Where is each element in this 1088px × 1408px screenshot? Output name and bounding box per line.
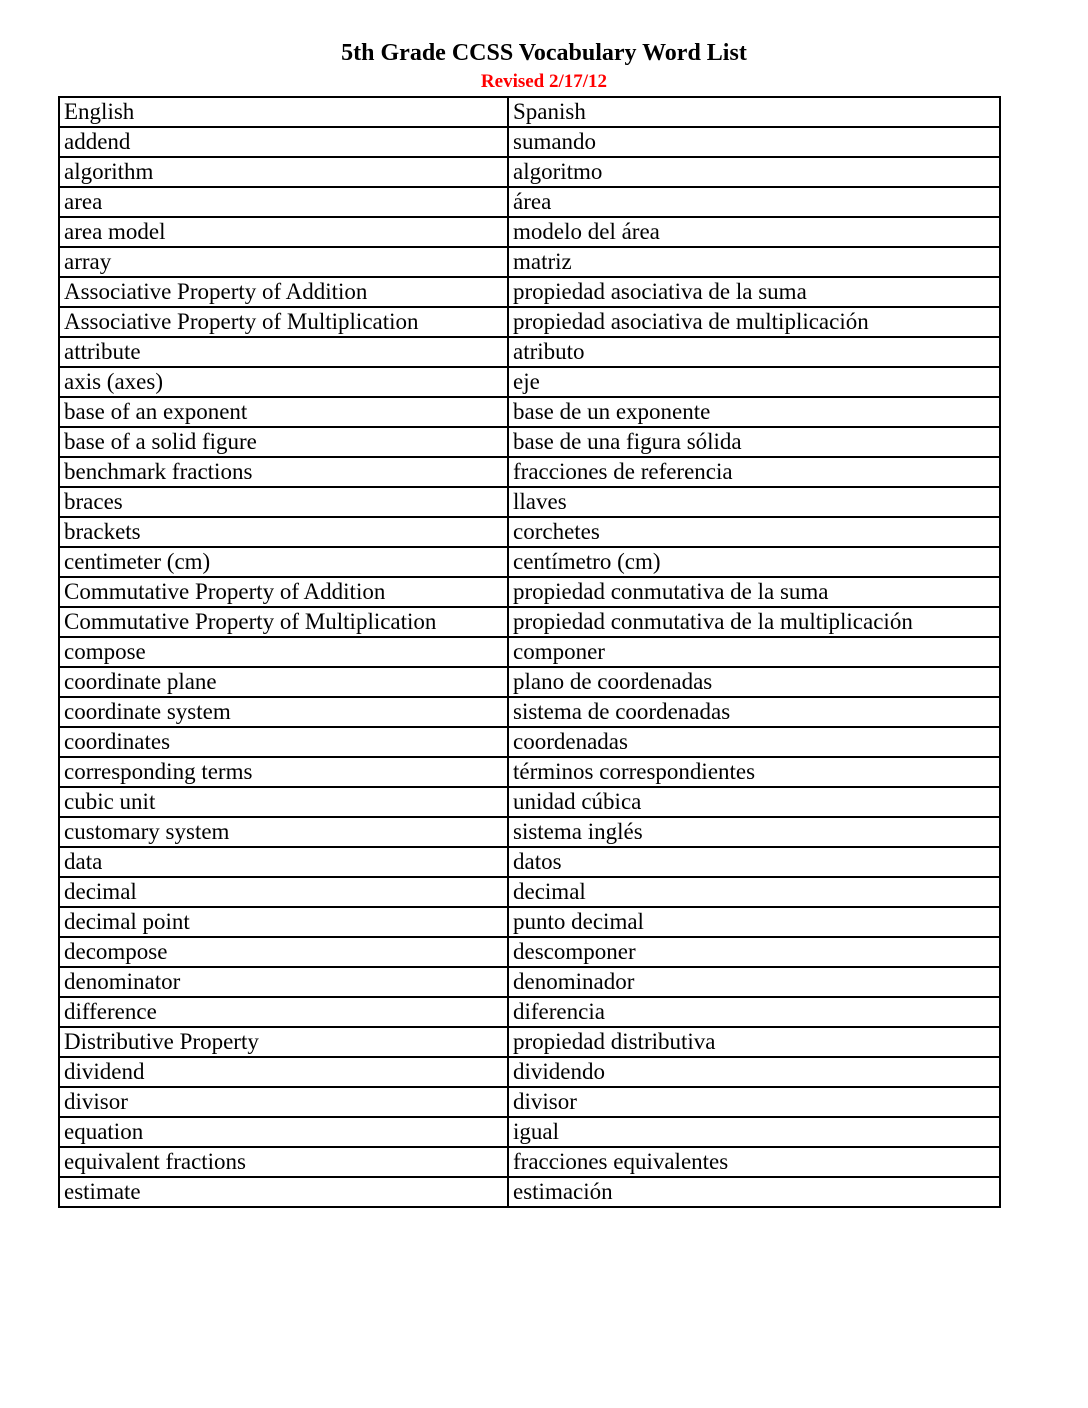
table-row bbox=[59, 1057, 1000, 1087]
table-row bbox=[59, 277, 1000, 307]
english-term-cell: benchmark fractions bbox=[59, 457, 508, 487]
english-term-cell: decompose bbox=[59, 937, 508, 967]
document-title: 5th Grade CCSS Vocabulary Word List bbox=[341, 40, 747, 66]
spanish-term-cell: propiedad conmutativa de la multiplicación bbox=[508, 607, 1000, 637]
spanish-term-cell: dividendo bbox=[508, 1057, 1000, 1087]
vocabulary-table bbox=[58, 96, 1001, 1208]
english-term-cell: cubic unit bbox=[59, 787, 508, 817]
table-row bbox=[59, 727, 1000, 757]
table-row bbox=[59, 307, 1000, 337]
table-row bbox=[59, 397, 1000, 427]
table-row bbox=[59, 367, 1000, 397]
column-header-spanish: Spanish bbox=[508, 97, 1000, 127]
spanish-term-cell: igual bbox=[508, 1117, 1000, 1147]
table-row bbox=[59, 1147, 1000, 1177]
table-row bbox=[59, 427, 1000, 457]
table-row bbox=[59, 667, 1000, 697]
spanish-term-cell: descomponer bbox=[508, 937, 1000, 967]
spanish-term-cell: eje bbox=[508, 367, 1000, 397]
column-header-english: English bbox=[59, 97, 508, 127]
spanish-term-cell: propiedad conmutativa de la suma bbox=[508, 577, 1000, 607]
spanish-term-cell: fracciones equivalentes bbox=[508, 1147, 1000, 1177]
table-row bbox=[59, 817, 1000, 847]
english-term-cell: coordinate plane bbox=[59, 667, 508, 697]
table-row bbox=[59, 1177, 1000, 1207]
spanish-term-cell: divisor bbox=[508, 1087, 1000, 1117]
spanish-term-cell: centímetro (cm) bbox=[508, 547, 1000, 577]
english-term-cell: Commutative Property of Multiplication bbox=[59, 607, 508, 637]
revision-date: Revised 2/17/12 bbox=[480, 71, 608, 92]
table-row bbox=[59, 787, 1000, 817]
english-term-cell: Associative Property of Multiplication bbox=[59, 307, 508, 337]
english-term-cell: braces bbox=[59, 487, 508, 517]
table-row bbox=[59, 937, 1000, 967]
english-term-cell: axis (axes) bbox=[59, 367, 508, 397]
spanish-term-cell: sistema de coordenadas bbox=[508, 697, 1000, 727]
english-term-cell: denominator bbox=[59, 967, 508, 997]
table-header-row bbox=[59, 97, 1000, 127]
table-row bbox=[59, 637, 1000, 667]
spanish-term-cell: decimal bbox=[508, 877, 1000, 907]
spanish-term-cell: componer bbox=[508, 637, 1000, 667]
spanish-term-cell: base de una figura sólida bbox=[508, 427, 1000, 457]
table-row bbox=[59, 247, 1000, 277]
spanish-term-cell: estimación bbox=[508, 1177, 1000, 1207]
english-term-cell: divisor bbox=[59, 1087, 508, 1117]
table-row bbox=[59, 877, 1000, 907]
table-row bbox=[59, 997, 1000, 1027]
table-row bbox=[59, 907, 1000, 937]
table-row bbox=[59, 967, 1000, 997]
spanish-term-cell: plano de coordenadas bbox=[508, 667, 1000, 697]
english-term-cell: data bbox=[59, 847, 508, 877]
english-term-cell: Distributive Property bbox=[59, 1027, 508, 1057]
spanish-term-cell: matriz bbox=[508, 247, 1000, 277]
english-term-cell: decimal bbox=[59, 877, 508, 907]
english-term-cell: Commutative Property of Addition bbox=[59, 577, 508, 607]
spanish-term-cell: corchetes bbox=[508, 517, 1000, 547]
english-term-cell: customary system bbox=[59, 817, 508, 847]
english-term-cell: base of an exponent bbox=[59, 397, 508, 427]
spanish-term-cell: unidad cúbica bbox=[508, 787, 1000, 817]
table-row bbox=[59, 1027, 1000, 1057]
spanish-term-cell: punto decimal bbox=[508, 907, 1000, 937]
english-term-cell: coordinates bbox=[59, 727, 508, 757]
table-row bbox=[59, 457, 1000, 487]
table-row bbox=[59, 487, 1000, 517]
spanish-term-cell: términos correspondientes bbox=[508, 757, 1000, 787]
english-term-cell: base of a solid figure bbox=[59, 427, 508, 457]
english-term-cell: attribute bbox=[59, 337, 508, 367]
spanish-term-cell: sumando bbox=[508, 127, 1000, 157]
table-row bbox=[59, 337, 1000, 367]
table-row bbox=[59, 187, 1000, 217]
vocabulary-table-body bbox=[59, 97, 1000, 1207]
table-row bbox=[59, 217, 1000, 247]
table-row bbox=[59, 517, 1000, 547]
spanish-term-cell: propiedad distributiva bbox=[508, 1027, 1000, 1057]
spanish-term-cell: base de un exponente bbox=[508, 397, 1000, 427]
english-term-cell: area model bbox=[59, 217, 508, 247]
spanish-term-cell: datos bbox=[508, 847, 1000, 877]
english-term-cell: corresponding terms bbox=[59, 757, 508, 787]
table-row bbox=[59, 547, 1000, 577]
table-row bbox=[59, 607, 1000, 637]
english-term-cell: decimal point bbox=[59, 907, 508, 937]
table-row bbox=[59, 697, 1000, 727]
spanish-term-cell: llaves bbox=[508, 487, 1000, 517]
english-term-cell: brackets bbox=[59, 517, 508, 547]
spanish-term-cell: área bbox=[508, 187, 1000, 217]
table-row bbox=[59, 847, 1000, 877]
english-term-cell: equivalent fractions bbox=[59, 1147, 508, 1177]
spanish-term-cell: diferencia bbox=[508, 997, 1000, 1027]
spanish-term-cell: atributo bbox=[508, 337, 1000, 367]
table-row bbox=[59, 757, 1000, 787]
table-row bbox=[59, 1087, 1000, 1117]
english-term-cell: Associative Property of Addition bbox=[59, 277, 508, 307]
english-term-cell: dividend bbox=[59, 1057, 508, 1087]
english-term-cell: estimate bbox=[59, 1177, 508, 1207]
spanish-term-cell: algoritmo bbox=[508, 157, 1000, 187]
english-term-cell: centimeter (cm) bbox=[59, 547, 508, 577]
english-term-cell: addend bbox=[59, 127, 508, 157]
spanish-term-cell: modelo del área bbox=[508, 217, 1000, 247]
english-term-cell: algorithm bbox=[59, 157, 508, 187]
spanish-term-cell: fracciones de referencia bbox=[508, 457, 1000, 487]
spanish-term-cell: sistema inglés bbox=[508, 817, 1000, 847]
english-term-cell: array bbox=[59, 247, 508, 277]
table-row bbox=[59, 127, 1000, 157]
english-term-cell: difference bbox=[59, 997, 508, 1027]
english-term-cell: area bbox=[59, 187, 508, 217]
table-row bbox=[59, 1117, 1000, 1147]
english-term-cell: compose bbox=[59, 637, 508, 667]
spanish-term-cell: denominador bbox=[508, 967, 1000, 997]
english-term-cell: coordinate system bbox=[59, 697, 508, 727]
table-row bbox=[59, 157, 1000, 187]
spanish-term-cell: propiedad asociativa de multiplicación bbox=[508, 307, 1000, 337]
spanish-term-cell: coordenadas bbox=[508, 727, 1000, 757]
english-term-cell: equation bbox=[59, 1117, 508, 1147]
spanish-term-cell: propiedad asociativa de la suma bbox=[508, 277, 1000, 307]
table-row bbox=[59, 577, 1000, 607]
